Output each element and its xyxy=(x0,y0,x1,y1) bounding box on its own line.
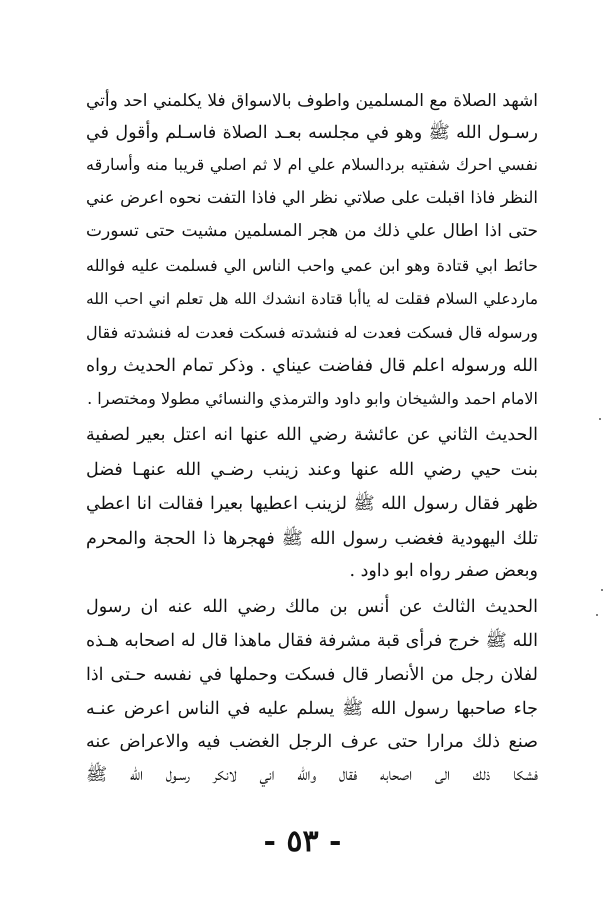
text-line: الله ورسوله اعلم قال ففاضت عيناي . وذكر تمام الحديث رواه xyxy=(86,356,538,376)
text-line: حتى اذا اطال علي ذلك من هجر المسلمين مشيت حتى تسورت xyxy=(86,221,538,241)
text-line: الحديث الثالث عن أنس بن مالك رضي الله عنه ان رسول xyxy=(86,597,538,617)
text-line: ظهر فقال رسول الله ﷺ لزينب اعطيها بعيرا فقالت انا اعطي xyxy=(86,494,538,514)
text-line: ورسوله قال فسكت فعدت له فنشدته فسكت فعدت له فنشدته فقال xyxy=(86,323,538,342)
text-line: جاء صاحبها رسول الله ﷺ يسلم عليه في الناس اعرض عنـه xyxy=(86,699,538,719)
text-line: ماردعلي السلام فقلت له ياأبا قتادة انشدك الله هل تعلم اني احب الله xyxy=(86,290,538,308)
text-line: بنت حيي رضي الله عنها وعند زينب رضـي الله عنهـا فضل xyxy=(86,460,538,480)
text-line: تلك اليهودية فغضب رسول الله ﷺ فهجرها ذا الحجة والمحرم xyxy=(86,529,538,549)
text-line: النظر فاذا اقبلت على صلاتي نظر الي فاذا التفت نحوه اعرض عني xyxy=(86,188,538,207)
text-line: لفلان رجل من الأنصار قال فسكت وحملها في نفسه حـتى اذا xyxy=(86,665,538,685)
text-line: اشهد الصلاة مع المسلمين واطوف بالاسواق فلا يكلمني احد وأتي xyxy=(86,91,538,111)
scan-speck xyxy=(601,589,603,591)
page-number: - ٥٣ - xyxy=(263,824,342,859)
text-line: حائط ابي قتادة وهو ابن عمي واحب الناس الي فسلمت عليه فوالله xyxy=(86,256,538,275)
text-line: فشكا ذلك الى اصحابه فقال والله اني لانكر رسـول الله ﷺ xyxy=(86,765,538,785)
scan-speck xyxy=(599,418,601,420)
text-line: نفسي احرك شفتيه بردالسلام علي ام لا ثم اصلي قريبا منه وأسارقه xyxy=(86,155,538,174)
text-line: الله ﷺ خرج فرأى قبة مشرفة فقال ماهذا قال له اصحابه هـذه xyxy=(86,631,538,651)
text-line: وبعض صفر رواه ابو داود . xyxy=(349,561,538,581)
scan-speck xyxy=(596,614,598,616)
text-line: الحديث الثاني عن عائشة رضي الله عنها انه اعتل بعير لصفية xyxy=(86,425,538,445)
text-line: رسـول الله ﷺ وهو في مجلسه بعـد الصلاة فاسـلم وأقول في xyxy=(86,123,538,143)
text-line: الامام احمد والشيخان وابو داود والترمذي والنسائي مطولا ومختصرا . xyxy=(87,389,538,408)
text-line: صنع ذلك مرارا حتى عرف الرجل الغضب فيه والاعراض عنه xyxy=(86,732,538,752)
